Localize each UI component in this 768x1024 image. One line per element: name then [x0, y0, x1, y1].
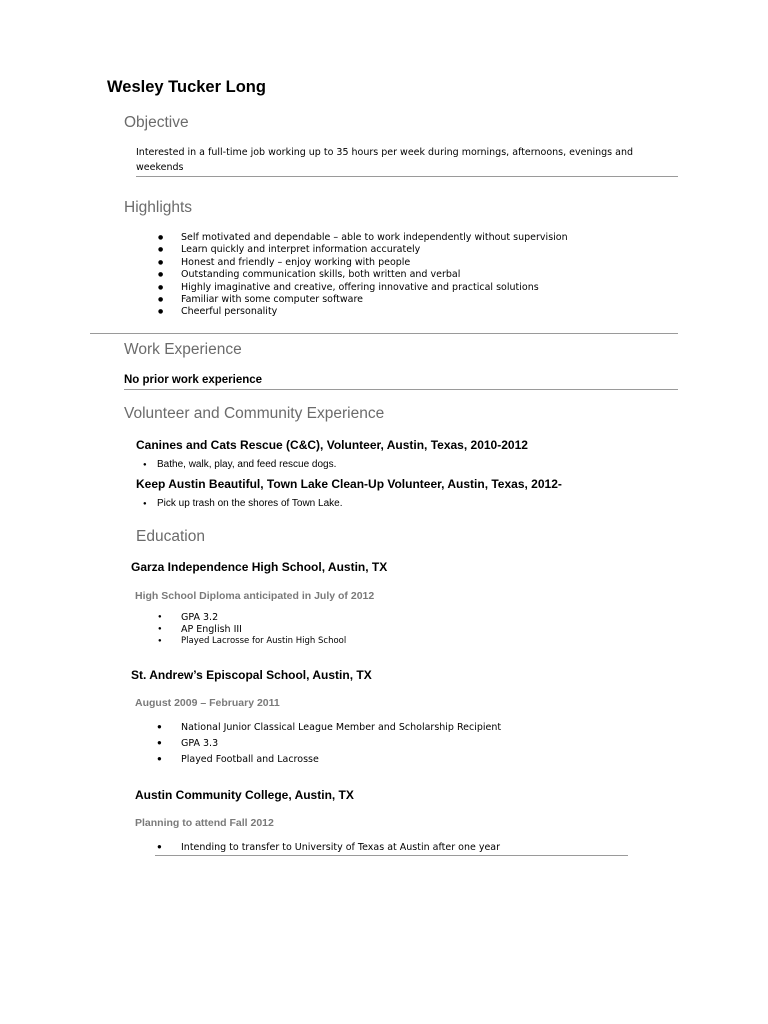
- work-text: No prior work experience: [124, 374, 263, 386]
- objective-text-line1: Interested in a full-time job working up to 35 hours per week during mornings, afternoons, evenings and: [136, 147, 634, 158]
- bullet-icon: ●: [157, 722, 162, 731]
- school-detail: August 2009 – February 2011: [135, 697, 280, 709]
- highlight-item: ● Familiar with some computer software: [158, 294, 568, 306]
- school-item: National Junior Classical League Member and Scholarship Recipient: [181, 722, 502, 733]
- volunteer-entry-item: Bathe, walk, play, and feed rescue dogs.: [157, 459, 337, 470]
- objective-divider: [136, 176, 678, 177]
- school-name: Garza Independence High School, Austin, TX: [131, 560, 388, 574]
- highlight-item: ● Self motivated and dependable – able to work independently without supervision: [158, 232, 568, 244]
- bullet-icon: ●: [158, 626, 162, 632]
- school-item: AP English III: [181, 624, 242, 635]
- highlights-list: [158, 232, 568, 319]
- volunteer-entry-title: Keep Austin Beautiful, Town Lake Clean-Up Volunteer, Austin, Texas, 2012-: [136, 477, 562, 491]
- highlight-item: ● Honest and friendly – enjoy working with people: [158, 257, 568, 269]
- bullet-icon: ●: [157, 842, 162, 851]
- school-item: GPA 3.2: [181, 612, 219, 623]
- bullet-icon: ●: [158, 638, 162, 644]
- school-item: GPA 3.3: [181, 738, 219, 749]
- volunteer-entry-title: Canines and Cats Rescue (C&C), Volunteer, Austin, Texas, 2010-2012: [136, 438, 528, 452]
- highlight-item: ● Outstanding communication skills, both written and verbal: [158, 269, 568, 281]
- school-item: Played Football and Lacrosse: [181, 754, 319, 765]
- school-name: Austin Community College, Austin, TX: [135, 788, 354, 802]
- education-heading: Education: [136, 528, 205, 545]
- volunteer-heading: Volunteer and Community Experience: [124, 405, 385, 422]
- school-item: Played Lacrosse for Austin High School: [181, 636, 347, 646]
- school-name: St. Andrew’s Episcopal School, Austin, TX: [131, 668, 372, 682]
- school-detail: Planning to attend Fall 2012: [135, 817, 274, 829]
- work-heading: Work Experience: [124, 341, 242, 358]
- objective-text-line2: weekends: [136, 162, 184, 173]
- volunteer-entry-item: Pick up trash on the shores of Town Lake.: [157, 498, 343, 509]
- work-divider: [124, 389, 678, 390]
- highlights-heading: Highlights: [124, 199, 193, 216]
- bullet-icon: ●: [143, 462, 147, 468]
- school-item: Intending to transfer to University of Texas at Austin after one year: [181, 842, 501, 853]
- highlights-divider: [90, 333, 678, 334]
- bullet-icon: ●: [157, 754, 162, 763]
- objective-heading: Objective: [124, 114, 189, 131]
- highlight-item: ● Learn quickly and interpret information accurately: [158, 244, 568, 256]
- bullet-icon: ●: [158, 614, 162, 620]
- bullet-icon: ●: [157, 738, 162, 747]
- resume-name: Wesley Tucker Long: [107, 78, 266, 96]
- education-divider: [155, 855, 628, 856]
- highlight-item: ● Cheerful personality: [158, 306, 568, 318]
- highlight-item: ● Highly imaginative and creative, offering innovative and practical solutions: [158, 282, 568, 294]
- bullet-icon: ●: [143, 501, 147, 507]
- school-detail: High School Diploma anticipated in July of 2012: [135, 590, 375, 602]
